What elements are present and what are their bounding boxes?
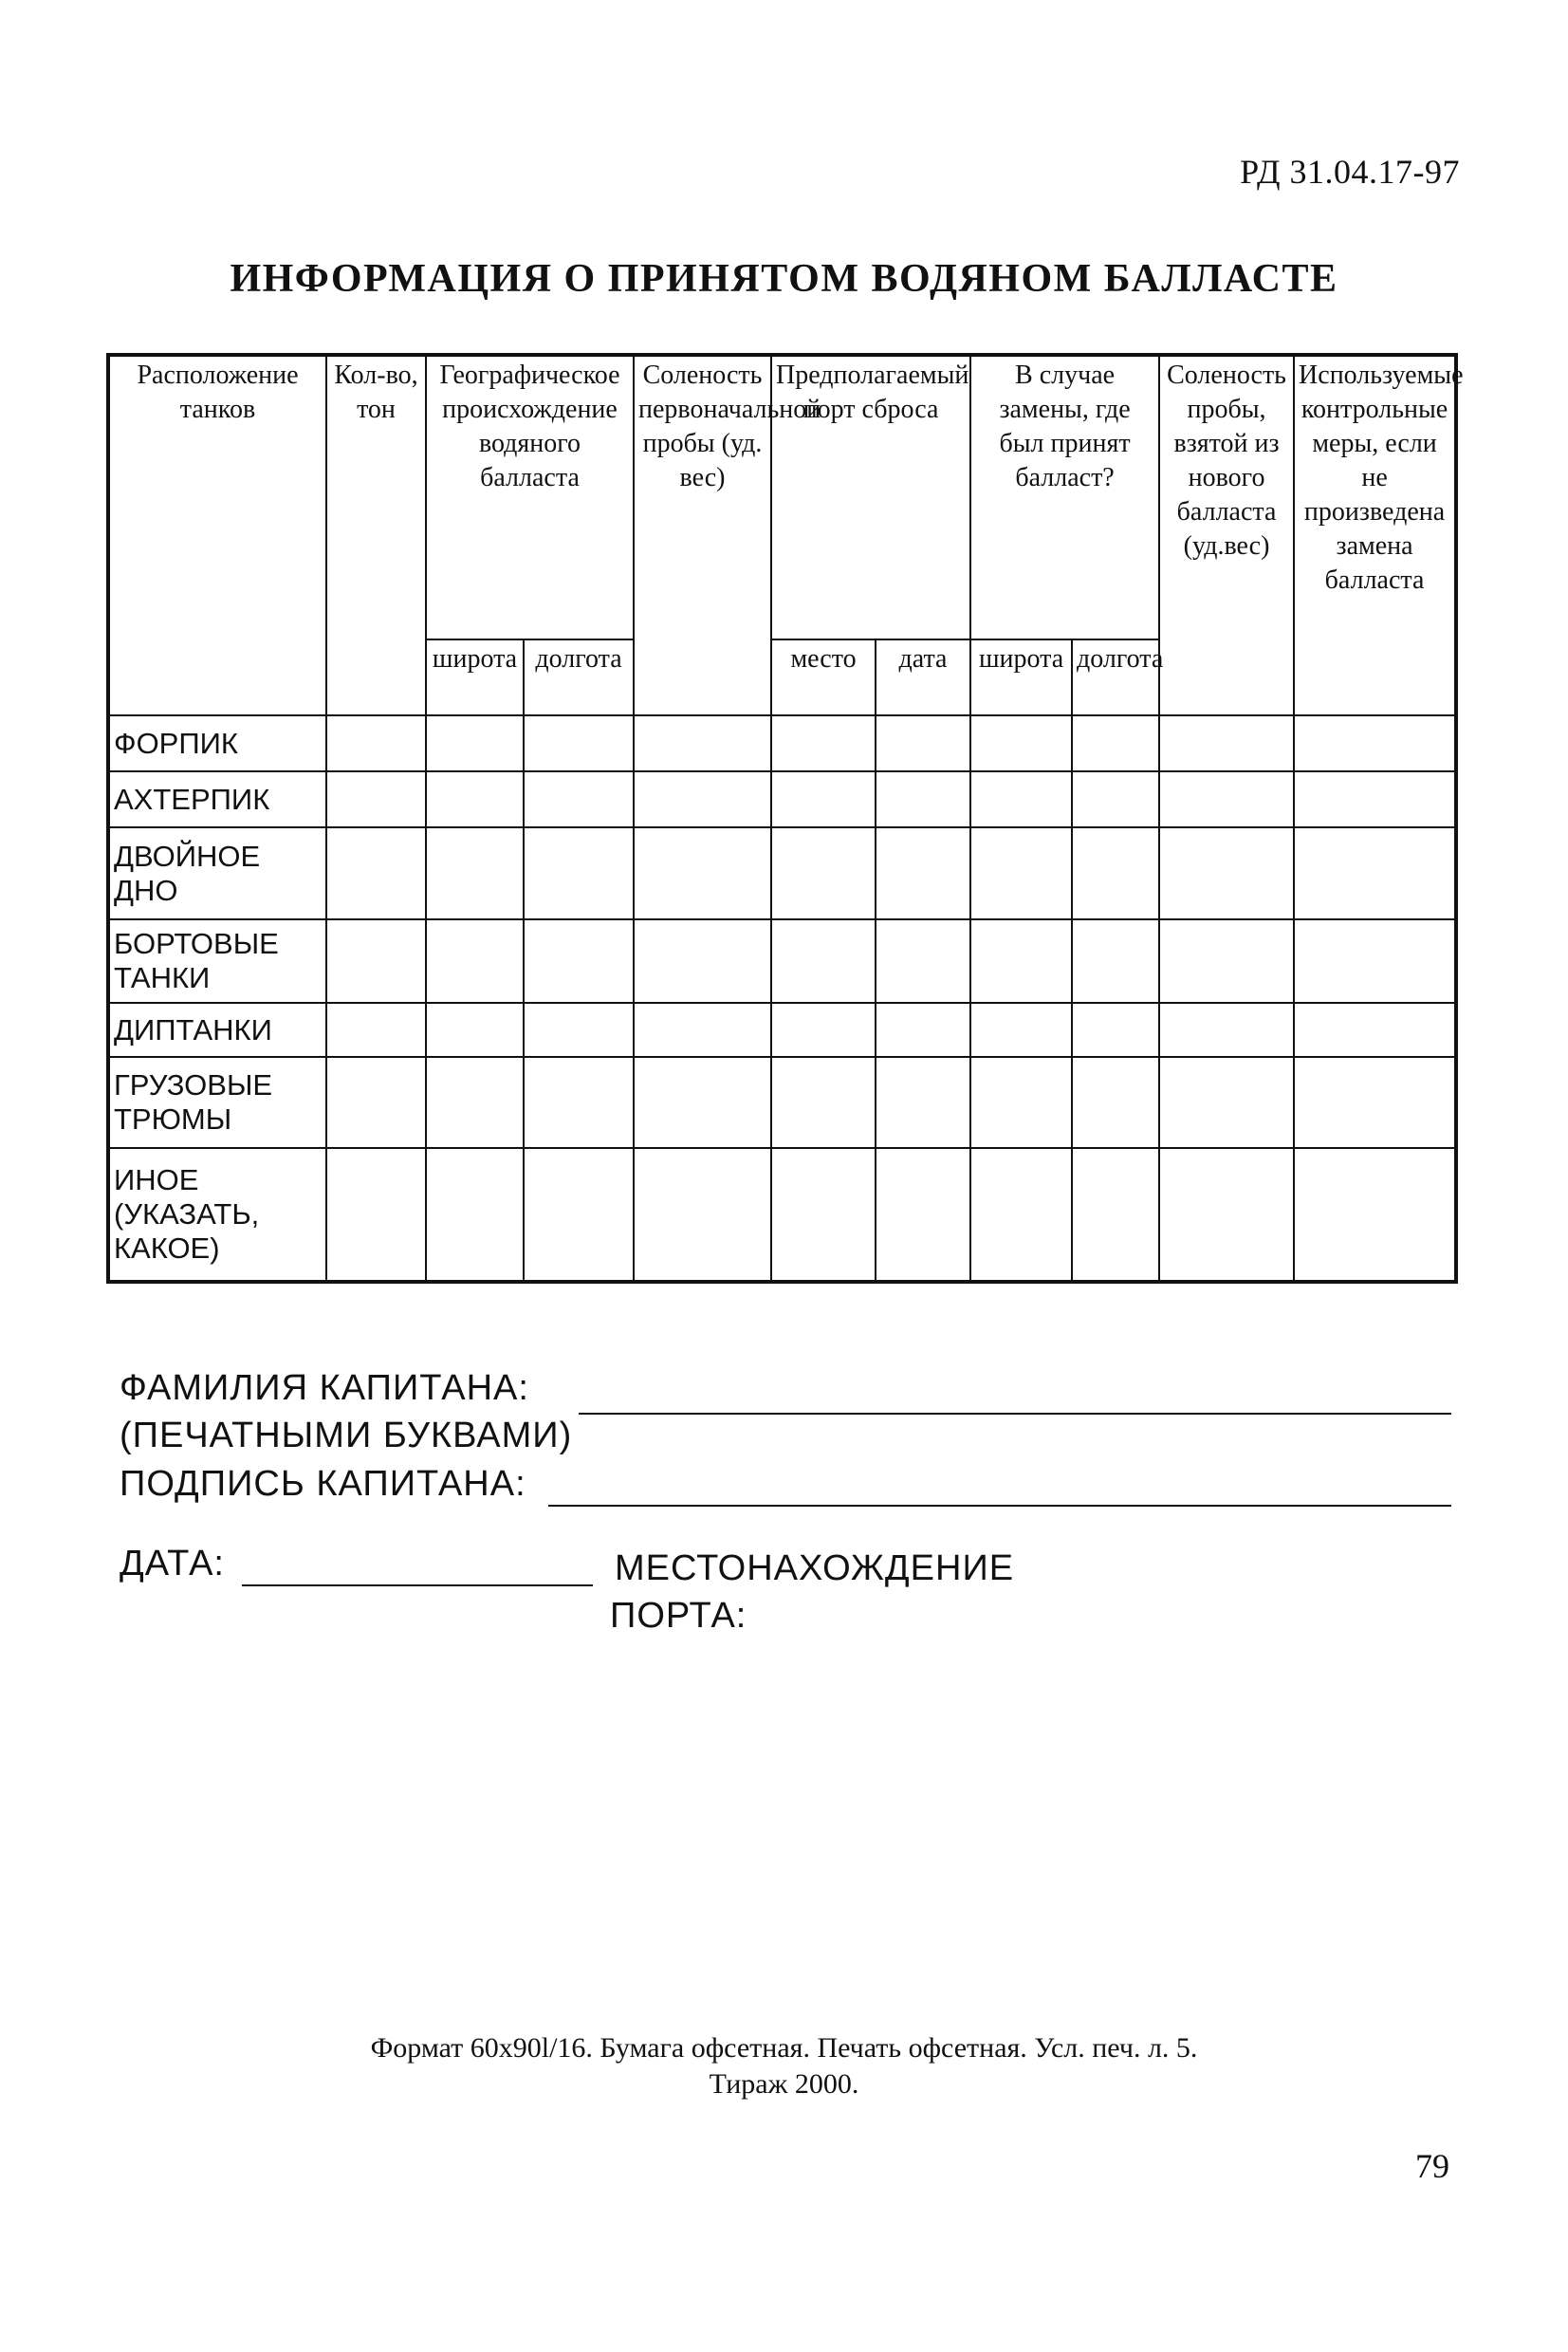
port-location-label-line1: МЕСТОНАХОЖДЕНИЕ	[615, 1548, 1015, 1588]
footer-print-info: Формат 60x90l/16. Бумага офсетная. Печать офсетная. Усл. печ. л. 5.	[370, 2032, 1198, 2064]
table-cell[interactable]	[970, 1003, 1072, 1057]
table-cell[interactable]	[771, 919, 876, 1003]
table-cell[interactable]	[426, 771, 524, 827]
subheader-date: дата	[876, 639, 970, 715]
row-label-side-tanks: БОРТОВЫЕ ТАНКИ	[108, 919, 326, 1003]
table-row	[108, 1003, 1456, 1057]
table-cell[interactable]	[426, 715, 524, 771]
table-cell[interactable]	[1159, 1057, 1294, 1148]
table-cell[interactable]	[876, 1057, 970, 1148]
table-cell[interactable]	[771, 715, 876, 771]
table-cell[interactable]	[876, 771, 970, 827]
table-row	[108, 771, 1456, 827]
table-cell[interactable]	[326, 1057, 426, 1148]
table-cell[interactable]	[1159, 771, 1294, 827]
table-cell[interactable]	[524, 919, 634, 1003]
table-cell[interactable]	[326, 1003, 426, 1057]
table-cell[interactable]	[771, 1057, 876, 1148]
table-cell[interactable]	[970, 919, 1072, 1003]
block-letters-note: (ПЕЧАТНЫМИ БУКВАМИ)	[120, 1416, 573, 1455]
table-cell[interactable]	[970, 1148, 1072, 1282]
table-row	[108, 1057, 1456, 1148]
captain-signature-field[interactable]	[548, 1505, 1451, 1507]
table-cell[interactable]	[970, 771, 1072, 827]
subheader-latitude: широта	[426, 639, 524, 715]
table-cell[interactable]	[771, 1003, 876, 1057]
table-cell[interactable]	[524, 1003, 634, 1057]
table-cell[interactable]	[524, 771, 634, 827]
header-salinity-initial: Соленость первоначальной пробы (уд. вес)	[634, 355, 771, 715]
footer-circulation: Тираж 2000.	[709, 2068, 859, 2100]
table-row	[108, 1148, 1456, 1282]
subheader-place: место	[771, 639, 876, 715]
table-cell[interactable]	[1294, 1057, 1456, 1148]
table-cell[interactable]	[1159, 827, 1294, 919]
captain-signature-label: ПОДПИСЬ КАПИТАНА:	[120, 1464, 526, 1504]
table-cell[interactable]	[634, 771, 771, 827]
table-cell[interactable]	[1294, 715, 1456, 771]
table-cell[interactable]	[771, 827, 876, 919]
table-cell[interactable]	[970, 715, 1072, 771]
header-control-measures: Используемые контрольные меры, если не произведена замена балласта	[1294, 355, 1456, 715]
table-cell[interactable]	[1159, 1148, 1294, 1282]
table-cell[interactable]	[970, 827, 1072, 919]
date-field[interactable]	[242, 1584, 593, 1586]
table-cell[interactable]	[1072, 827, 1159, 919]
table-cell[interactable]	[771, 1148, 876, 1282]
table-cell[interactable]	[326, 827, 426, 919]
header-exchange-place: В случае замены, где был принят балласт?	[970, 355, 1159, 639]
table-cell[interactable]	[634, 827, 771, 919]
table-cell[interactable]	[326, 919, 426, 1003]
table-cell[interactable]	[524, 715, 634, 771]
table-cell[interactable]	[634, 1148, 771, 1282]
subheader-longitude-2: долгота	[1072, 639, 1159, 715]
ballast-table	[106, 353, 1464, 1284]
table-cell[interactable]	[326, 715, 426, 771]
table-cell[interactable]	[876, 1148, 970, 1282]
table-cell[interactable]	[634, 1003, 771, 1057]
table-cell[interactable]	[524, 827, 634, 919]
table-cell[interactable]	[1294, 1003, 1456, 1057]
row-label-deep-tanks: ДИПТАНКИ	[108, 1003, 326, 1057]
table-row	[108, 715, 1456, 771]
table-cell[interactable]	[1072, 1057, 1159, 1148]
captain-name-field[interactable]	[579, 1413, 1451, 1415]
table-cell[interactable]	[426, 1003, 524, 1057]
document-code: РД 31.04.17-97	[1240, 153, 1460, 191]
table-cell[interactable]	[1072, 771, 1159, 827]
table-cell[interactable]	[1159, 715, 1294, 771]
row-label-cargo-holds: ГРУЗОВЫЕ ТРЮМЫ	[108, 1057, 326, 1148]
table-cell[interactable]	[634, 1057, 771, 1148]
table-cell[interactable]	[1294, 1148, 1456, 1282]
table-cell[interactable]	[876, 1003, 970, 1057]
table-cell[interactable]	[1159, 1003, 1294, 1057]
row-label-afterpeak: АХТЕРПИК	[108, 771, 326, 827]
table-cell[interactable]	[771, 771, 876, 827]
table-cell[interactable]	[634, 715, 771, 771]
row-label-other: ИНОЕ (УКАЗАТЬ, КАКОЕ)	[108, 1148, 326, 1282]
captain-name-label: ФАМИЛИЯ КАПИТАНА:	[120, 1368, 529, 1408]
table-cell[interactable]	[1294, 771, 1456, 827]
table-cell[interactable]	[1294, 827, 1456, 919]
table-cell[interactable]	[326, 1148, 426, 1282]
table-cell[interactable]	[524, 1148, 634, 1282]
subheader-longitude: долгота	[524, 639, 634, 715]
header-salinity-new: Соленость пробы, взятой из нового балласта (уд.вес)	[1159, 355, 1294, 715]
table-cell[interactable]	[426, 827, 524, 919]
table-cell[interactable]	[1294, 919, 1456, 1003]
date-label: ДАТА:	[120, 1544, 225, 1583]
table-cell[interactable]	[426, 1148, 524, 1282]
table-cell[interactable]	[524, 1057, 634, 1148]
header-location: Расположение танков	[108, 355, 326, 715]
table-cell[interactable]	[970, 1057, 1072, 1148]
row-label-double-bottom: ДВОЙНОЕ ДНО	[108, 827, 326, 919]
port-location-label-line2: ПОРТА:	[610, 1596, 747, 1636]
table-row	[108, 919, 1456, 1003]
table-cell[interactable]	[1159, 919, 1294, 1003]
table-cell[interactable]	[1072, 715, 1159, 771]
table-cell[interactable]	[634, 919, 771, 1003]
header-quantity: Кол-во, тон	[326, 355, 426, 715]
table-cell[interactable]	[326, 771, 426, 827]
table-cell[interactable]	[426, 1057, 524, 1148]
table-cell[interactable]	[1072, 919, 1159, 1003]
table-cell[interactable]	[1072, 1148, 1159, 1282]
table-cell[interactable]	[876, 919, 970, 1003]
table-row	[108, 827, 1456, 919]
table-cell[interactable]	[876, 715, 970, 771]
row-label-forepeak: ФОРПИК	[108, 715, 326, 771]
page-title: ИНФОРМАЦИЯ О ПРИНЯТОМ ВОДЯНОМ БАЛЛАСТЕ	[230, 257, 1338, 301]
table-cell[interactable]	[426, 919, 524, 1003]
table-cell[interactable]	[876, 827, 970, 919]
table-cell[interactable]	[1072, 1003, 1159, 1057]
header-discharge-port: Предполагаемый порт сброса	[771, 355, 970, 639]
header-origin: Географическое происхождение водяного балласта	[426, 355, 634, 639]
subheader-latitude-2: широта	[970, 639, 1072, 715]
page-number: 79	[1415, 2147, 1449, 2185]
